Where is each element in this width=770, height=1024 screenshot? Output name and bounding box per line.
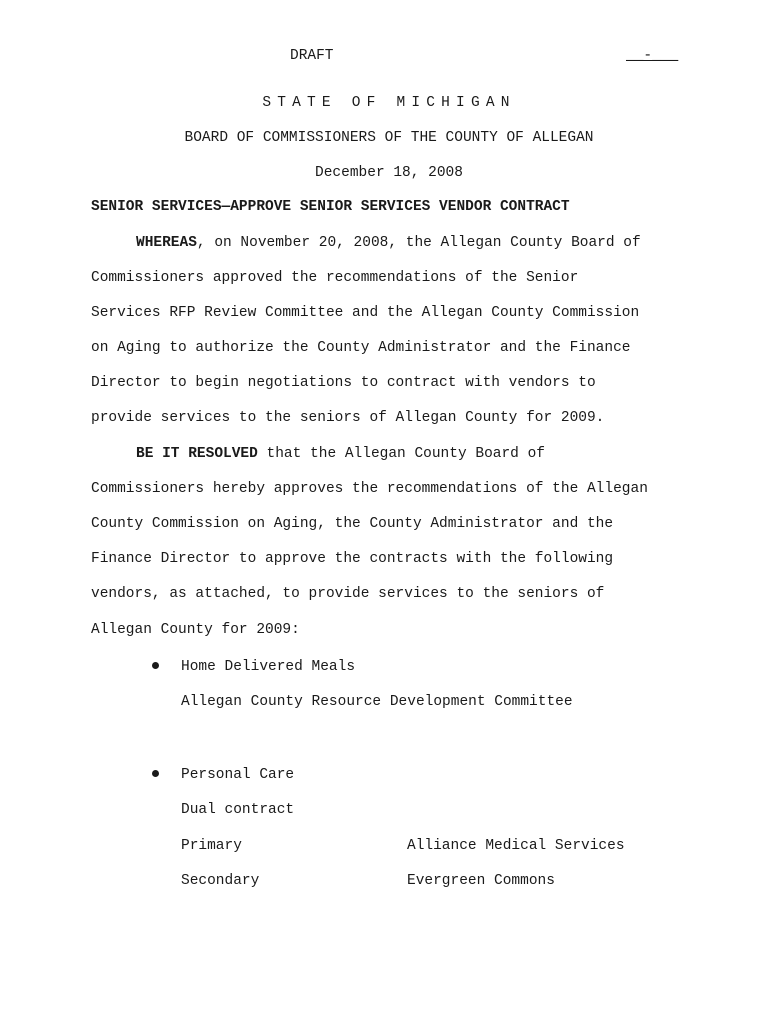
state-title: STATE OF MICHIGAN	[262, 95, 516, 111]
secondary-label: Secondary	[181, 873, 260, 889]
resolved-line-1-text: that the Allegan County Board of	[257, 446, 545, 462]
whereas-line-3: Services RFP Review Committee and the Allegan County Commission	[91, 305, 640, 321]
secondary-vendor: Evergreen Commons	[407, 873, 555, 889]
board-title: BOARD OF COMMISSIONERS OF THE COUNTY OF ALLEGAN	[184, 130, 594, 146]
draft-label: DRAFT	[290, 48, 334, 64]
whereas-line-1-text: , on November 20, 2008, the Allegan County Board of	[196, 235, 641, 251]
whereas-lead: WHEREAS	[136, 235, 197, 251]
resolved-line-5: vendors, as attached, to provide services to the seniors of	[91, 586, 605, 602]
service-vendor: Allegan County Resource Development Committee	[181, 694, 573, 710]
resolution-heading: SENIOR SERVICES—APPROVE SENIOR SERVICES VENDOR CONTRACT	[91, 199, 570, 215]
resolved-line-6: Allegan County for 2009:	[91, 622, 300, 638]
whereas-line-2: Commissioners approved the recommendations of the Senior	[91, 270, 579, 286]
document-number: __-___	[626, 48, 679, 64]
whereas-line-6: provide services to the seniors of Allegan County for 2009.	[91, 410, 605, 426]
resolved-line-4: Finance Director to approve the contracts with the following	[91, 551, 614, 567]
meeting-date: December 18, 2008	[315, 165, 463, 181]
service-name: Personal Care	[181, 767, 295, 783]
whereas-line-4: on Aging to authorize the County Administrator and the Finance	[91, 340, 631, 356]
service-name: Home Delivered Meals	[181, 659, 356, 675]
whereas-line-5: Director to begin negotiations to contract with vendors to	[91, 375, 596, 391]
resolved-line-3: County Commission on Aging, the County Administrator and the	[91, 516, 614, 532]
primary-vendor: Alliance Medical Services	[407, 838, 625, 854]
resolved-line-1	[136, 447, 545, 462]
contract-note: Dual contract	[181, 802, 295, 818]
primary-label: Primary	[181, 838, 242, 854]
whereas-line-1	[136, 236, 641, 251]
bullet-icon	[151, 662, 161, 672]
bullet-icon	[151, 770, 161, 780]
resolved-lead: BE IT RESOLVED	[136, 446, 258, 462]
resolved-line-2: Commissioners hereby approves the recommendations of the Allegan	[91, 481, 648, 497]
